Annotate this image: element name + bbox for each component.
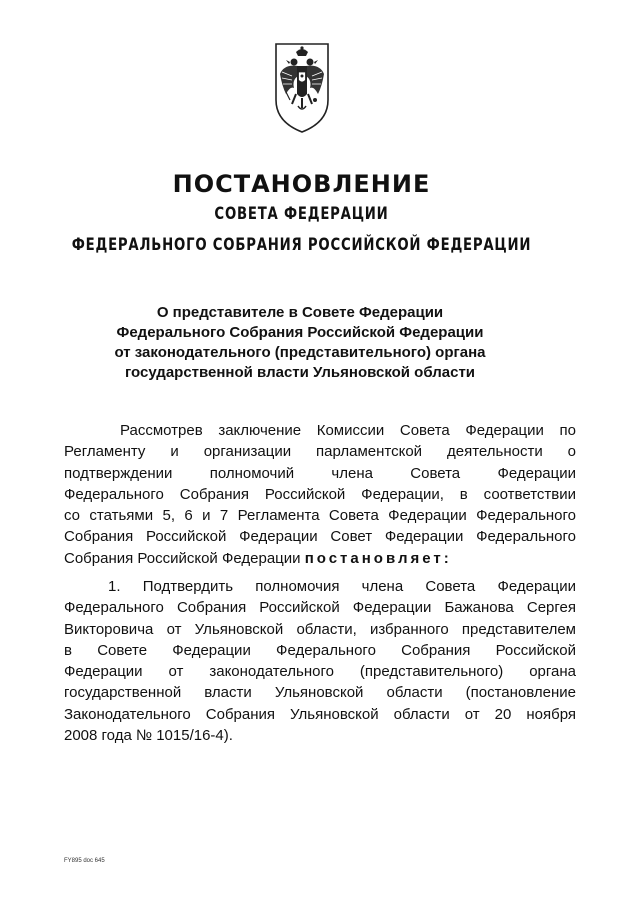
paragraph-line: в Совете Федерации Федерального Собрания Российской <box>64 641 576 659</box>
paragraph-line: подтверждении полномочий члена Совета Федерации <box>64 464 576 482</box>
paragraph-line: со статьями 5, 6 и 7 Регламента Совета Федерации Федерального <box>64 507 576 525</box>
paragraph-line: Федерации от законодательного (представительного) органа <box>64 663 576 681</box>
document-subject <box>90 303 510 383</box>
paragraph-line: 1. Подтвердить полномочия члена Совета Федерации <box>108 578 576 595</box>
paragraph-line-text: Собрания Российской Федерации <box>64 549 301 567</box>
paragraph-line-last <box>64 548 576 569</box>
paragraph-line: государственной власти Ульяновской области (постановление <box>64 684 576 702</box>
document-subtitle-line2: ФЕДЕРАЛЬНОГО СОБРАНИЯ РОССИЙСКОЙ ФЕДЕРАЦИИ <box>71 235 532 255</box>
decree-word: постановляет: <box>304 549 452 567</box>
subject-line: О представителе в Совете Федерации <box>156 304 444 321</box>
paragraph-line: Законодательного Собрания Ульяновской области от 20 ноября <box>64 705 576 723</box>
paragraph-line: Собрания Российской Федерации Совет Федерации Федерального <box>64 528 576 546</box>
subject-line: от законодательного (представительного) органа <box>114 344 486 361</box>
paragraph-line: 2008 года № 1015/16-4). <box>64 727 233 745</box>
paragraph-line: Федерального Собрания Российской Федерации, в соответствии <box>64 485 576 503</box>
coat-of-arms-icon <box>272 42 332 134</box>
paragraph-line: Викторовича от Ульяновской области, избранного представителем <box>64 620 576 638</box>
paragraph-preamble <box>64 420 576 569</box>
paragraph-line: Рассмотрев заключение Комиссии Совета Федерации по <box>120 422 576 439</box>
paragraph-line: Регламенту и организации парламентской деятельности о <box>64 443 576 461</box>
subject-line: государственной власти Ульяновской области <box>124 364 476 381</box>
paragraph-line: Федерального Собрания Российской Федерации Бажанова Сергея <box>64 599 576 617</box>
document-subtitle-line1: СОВЕТА ФЕДЕРАЦИИ <box>214 204 389 224</box>
paragraph-item-1 <box>64 576 576 746</box>
subject-line: Федерального Собрания Российской Федерации <box>116 324 484 341</box>
document-title: ПОСТАНОВЛЕНИЕ <box>172 170 431 198</box>
document-code: FY895 doc 645 <box>64 858 105 864</box>
